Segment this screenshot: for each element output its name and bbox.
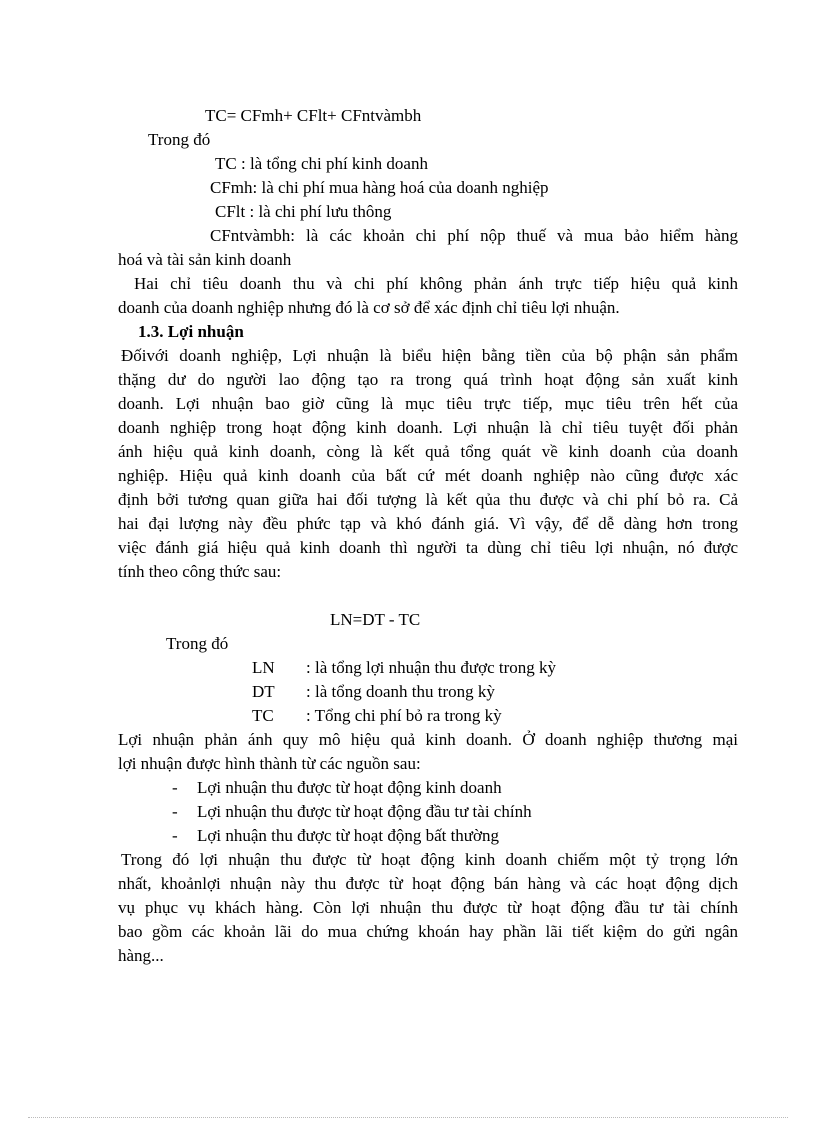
definition-cfmh: CFmh: là chi phí mua hàng hoá của doanh nghiệp — [210, 178, 549, 197]
section-heading: 1.3. Lợi nhuận — [138, 322, 244, 341]
paragraph-line: lợi nhuận được hình thành từ các nguồn sau: — [118, 754, 421, 773]
definition-dt — [252, 680, 495, 704]
paragraph-line: thặng dư do người lao động tạo ra trong quá trình hoạt động sản xuất kinh — [118, 370, 738, 389]
bullet-marker: - — [172, 778, 178, 797]
definition-desc: : là tổng lợi nhuận thu được trong kỳ — [306, 658, 557, 677]
trong-do-label-2: Trong đó — [166, 634, 229, 653]
definition-desc: : là tổng doanh thu trong kỳ — [306, 682, 495, 701]
definition-tc-2 — [252, 704, 502, 728]
definition-desc: : Tổng chi phí bỏ ra trong kỳ — [306, 706, 502, 725]
paragraph-line: doanh của doanh nghiệp nhưng đó là cơ sở để xác định chỉ tiêu lợi nhuận. — [118, 298, 620, 317]
formula-tc: TC= CFmh+ CFlt+ CFntvàmbh — [205, 106, 422, 125]
definition-cfntvambh-cont: hoá và tài sản kinh doanh — [118, 250, 292, 269]
definition-term: DT — [252, 682, 275, 701]
paragraph-line: việc đánh giá hiệu quả kinh doanh thì người ta dùng chỉ tiêu lợi nhuận, nó được — [118, 538, 738, 557]
definition-ln — [252, 656, 556, 680]
paragraph-line: ánh hiệu quả kinh doanh, còng là kết quả tổng quát về kinh doanh của doanh — [118, 442, 738, 461]
definition-cflt: CFlt : là chi phí lưu thông — [215, 202, 392, 221]
page-bottom-divider — [28, 1117, 788, 1118]
definition-term: LN — [252, 658, 275, 677]
paragraph-line: định bởi tương quan giữa hai đối tượng là kết qủa thu được và chi phí bỏ ra. Cả — [118, 490, 738, 509]
list-item-text: Lợi nhuận thu được từ hoạt động bất thường — [197, 826, 500, 845]
list-item-text: Lợi nhuận thu được từ hoạt động đầu tư tài chính — [197, 802, 532, 821]
trong-do-label-1: Trong đó — [148, 130, 211, 149]
paragraph-line: Lợi nhuận phản ánh quy mô hiệu quả kinh doanh. Ở doanh nghiệp thương mại — [118, 730, 738, 749]
paragraph-line: hàng... — [118, 946, 164, 965]
paragraph-line: hai đại lượng này đều phức tạp và khó đánh giá. Vì vậy, để dễ dàng hơn trong — [118, 514, 738, 533]
definition-tc: TC : là tổng chi phí kinh doanh — [215, 154, 428, 173]
bullet-marker: - — [172, 826, 178, 845]
formula-ln: LN=DT - TC — [330, 610, 421, 629]
paragraph-line: bao gồm các khoản lãi do mua chứng khoán hay phần lãi tiết kiệm do gửi ngân — [118, 922, 738, 941]
paragraph-line: Đốivới doanh nghiệp, Lợi nhuận là biểu hiện bằng tiền của bộ phận sản phẩm — [121, 346, 738, 365]
paragraph-line: Trong đó lợi nhuận thu được từ hoạt động kinh doanh chiếm một tỷ trọng lớn — [121, 850, 738, 869]
bullet-marker: - — [172, 802, 178, 821]
paragraph-line: doanh nghiệp trong hoạt động kinh doanh. Lợi nhuận là chỉ tiêu tuyệt đối phản — [118, 418, 738, 437]
paragraph-line: nhất, khoảnlợi nhuận này thu được từ hoạt động bán hàng và các hoạt động dịch — [118, 874, 738, 893]
definition-term: TC — [252, 706, 274, 725]
paragraph-line: doanh. Lợi nhuận bao giờ cũng là mục tiêu trực tiếp, mục tiêu trên hết của — [118, 394, 738, 413]
paragraph-line: nghiệp. Hiệu quả kinh doanh của bất cứ mét doanh nghiệp nào cũng được xác — [118, 466, 738, 485]
definition-cfntvambh: CFntvàmbh: là các khoản chi phí nộp thuế và mua bảo hiểm hàng — [210, 226, 738, 245]
list-item-text: Lợi nhuận thu được từ hoạt động kinh doanh — [197, 778, 502, 797]
paragraph-line: tính theo công thức sau: — [118, 562, 282, 581]
paragraph-line: Hai chỉ tiêu doanh thu và chi phí không phản ánh trực tiếp hiệu quả kinh — [134, 274, 738, 293]
paragraph-line: vụ phục vụ khách hàng. Còn lợi nhuận thu được từ hoạt động đầu tư tài chính — [118, 898, 738, 917]
